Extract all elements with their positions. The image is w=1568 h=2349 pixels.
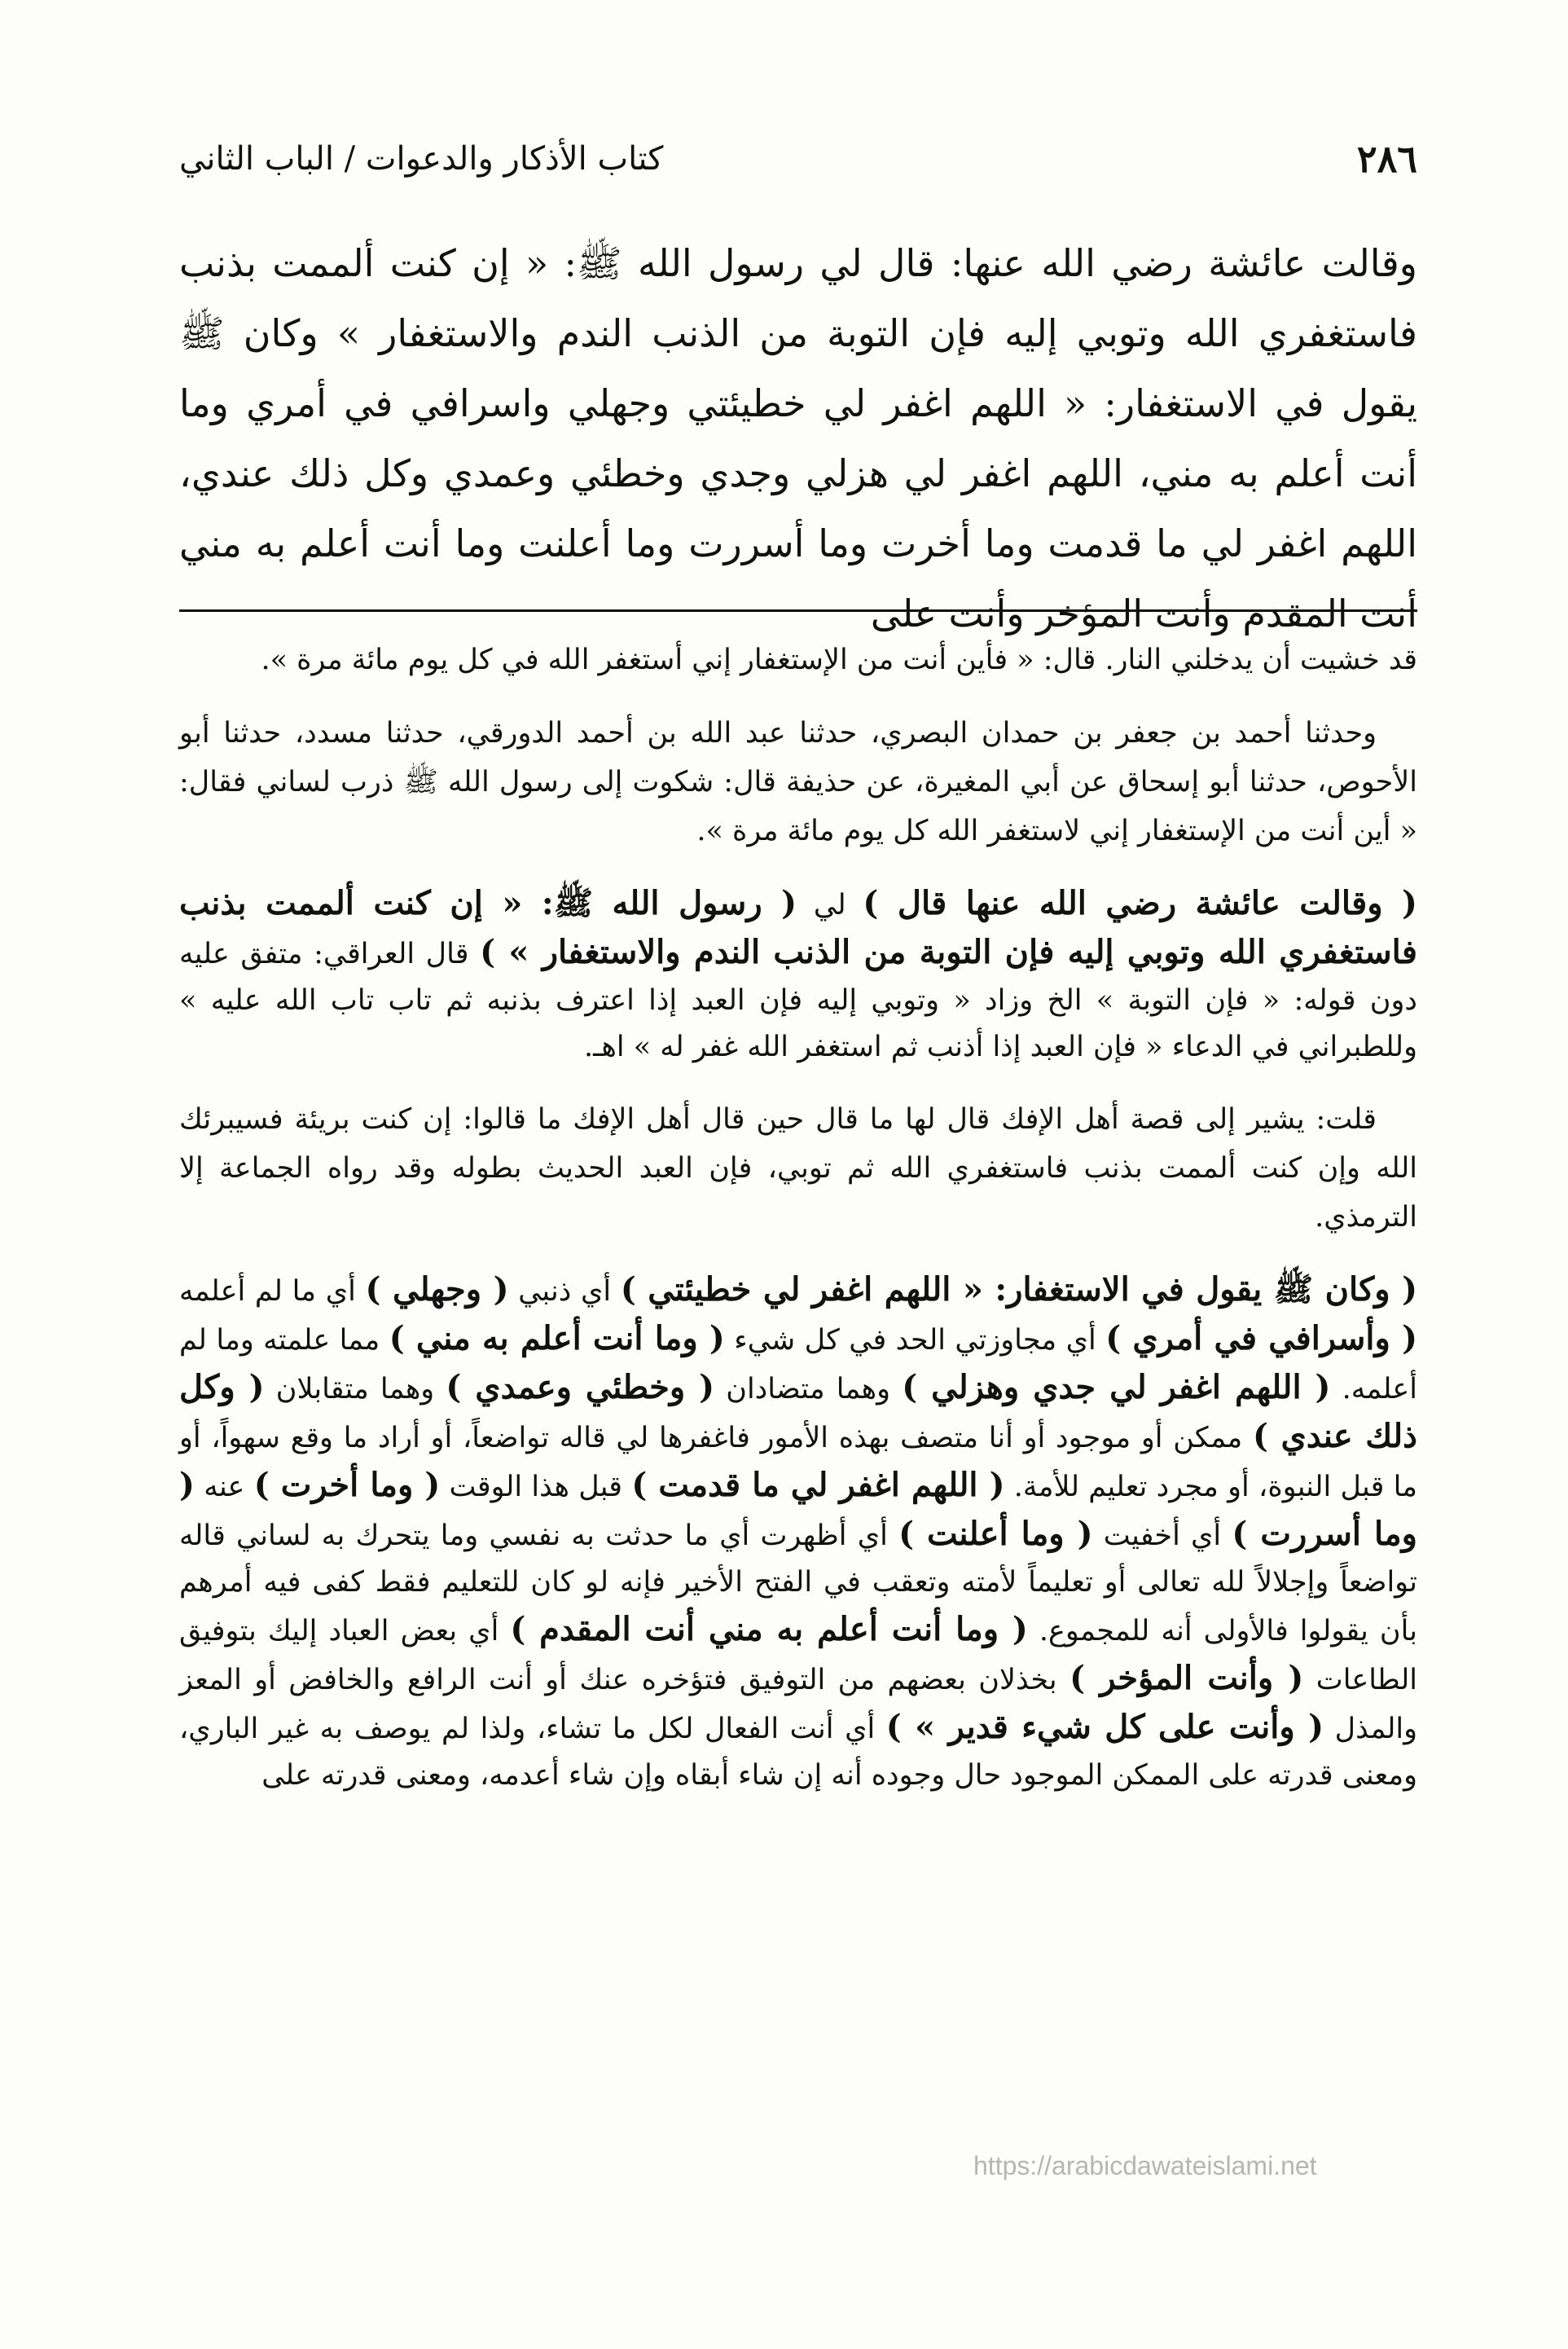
commentary-text: أي أنت الفعال لكل ما تشاء، ولذا لم يوصف به غير الباري، ومعنى قدرته على الممكن الموجود حال وجوده أنه إن شاء أبقاه وإن شاء أعدمه، ومعنى قدرته على [179, 1713, 1417, 1792]
quoted-text: ( وما أعلنت ) [898, 1515, 1093, 1553]
running-title: كتاب الأذكار والدعوات / الباب الثاني [179, 140, 664, 178]
quoted-text: ( وأنت المؤخر ) [1069, 1659, 1304, 1697]
hadith-text: وقالت عائشة رضي الله عنها: قال لي رسول الله ﷺ: « إن كنت ألممت بذنب فاستغفري الله وتوبي إليه فإن التوبة من الذنب الندم والاستغفار » وكان ﷺ يقول في الاستغفار: « اللهم اغفر لي خطيئتي وجهلي واسرافي في أمري وما أنت أعلم به مني، اللهم اغفر لي هزلي وجدي وخطئي وعمدي وكل ذلك عندي، اللهم اغفر لي ما قدمت وما أخرت وما أسررت وما أعلنت وما أنت أعلم به مني أنت المقدم وأنت المؤخر وأنت على [179, 241, 1417, 636]
commentary-text: أي بعض العباد إليك بتوفيق الطاعات [179, 1615, 1418, 1696]
page-header [179, 122, 1417, 196]
commentary-text: أي أظهرت أي ما حدثت به نفسي وما يتحرك به لساني قاله تواضعاً وإجلالاً لله تعالى أو تعليماً لأمته وتعقب في الفتح الأخير فإنه لو كان للتعليم فقط كفى فيه أمرهم بأن يقولوا فالأولى أنه للمجموع. [179, 1520, 1417, 1647]
commentary-text: ممكن أو موجود أو أنا متصف بهذه الأمور فاغفرها لي قاله تواضعاً، أو أراد ما وقع سهواً، أو ما قبل النبوة، أو مجرد تعليم للأمة. [179, 1422, 1418, 1503]
watermark-url: https://arabicdawateislami.net [973, 2151, 1317, 2180]
commentary-text: مما علمته وما لم أعلمه. [179, 1324, 1417, 1405]
commentary-text: لي [797, 889, 863, 922]
commentary-paragraph-aisha [179, 880, 1417, 1071]
commentary-paragraph-istighfar [179, 1266, 1417, 1799]
commentary [179, 636, 1417, 1823]
quoted-text: ( اللهم اغفر لي جدي وهزلي ) [902, 1368, 1331, 1406]
quoted-text: ( وجهلي ) [365, 1270, 509, 1309]
quoted-text: ( اللهم اغفر لي ما قدمت ) [631, 1466, 1005, 1504]
commentary-text: بخذلان بعضهم من التوفيق فتؤخره عنك أو أنت الرافع والخافض أو المعز والمذل [179, 1664, 1417, 1745]
quoted-text: ( وأسرافي في أمري ) [1105, 1319, 1418, 1357]
commentary-text: وهما متقابلان [264, 1373, 446, 1405]
quoted-text: ( وما أنت أعلم به مني ) [389, 1319, 725, 1357]
commentary-text: قبل هذا الوقت [440, 1471, 632, 1503]
quoted-text: ( وقالت عائشة رضي الله عنها قال ) [863, 884, 1417, 922]
quoted-text: ( وأنت على كل شيء قدير » ) [885, 1708, 1324, 1746]
commentary-text: أي مجاوزتي الحد في كل شيء [724, 1324, 1106, 1357]
quoted-text: ( رسول الله ﷺ: « إن كنت ألممت بذنب فاستغفري الله وتوبي إليه فإن التوبة من الذنب الندم والاستغفار » ) [179, 884, 1417, 971]
footnote-paragraph-1: قد خشيت أن يدخلني النار. قال: « فأين أنت من الإستغفار إني أستغفر الله في كل يوم مائة مرة ». [261, 644, 1417, 676]
quoted-text: ( وما أخرت ) [253, 1466, 441, 1504]
quoted-text: ( وما أسررت ) [179, 1466, 1417, 1553]
commentary-text: أي ذنبي [508, 1275, 621, 1308]
quoted-text: ( وما أنت أعلم به مني أنت المقدم ) [510, 1610, 1028, 1648]
quoted-text: ( وكان ﷺ يقول في الاستغفار: « اللهم اغفر لي خطيئتي ) [620, 1270, 1418, 1309]
commentary-text: أي ما لم أعلمه [179, 1275, 366, 1308]
page-number: ٢٨٦ [1356, 137, 1417, 181]
footnote-divider [179, 609, 1417, 612]
commentary-text: عنه [194, 1471, 254, 1503]
quoted-text: ( وكل ذلك عندي ) [179, 1368, 1417, 1455]
commentary-text: أي أخفيت [1092, 1520, 1232, 1552]
commentary-paragraph-ifk: قلت: يشير إلى قصة أهل الإفك قال لها ما قال حين قال أهل الإفك ما قالوا: إن كنت بريئة فسيبرئك الله وإن كنت ألممت بذنب فاستغفري الله ثم توبي، فإن العبد الحديث بطوله وقد رواه الجماعة إلا الترمذي. [179, 1103, 1417, 1234]
footnote-paragraph-2: وحدثنا أحمد بن جعفر بن حمدان البصري، حدثنا عبد الله بن أحمد الدورقي، حدثنا مسدد، حدثنا أبو الأحوص، حدثنا أبو إسحاق عن أبي المغيرة، عن حذيفة قال: شكوت إلى رسول الله ﷺ ذرب لساني فقال: « أين أنت من الإستغفار إني لاستغفر الله كل يوم مائة مرة ». [179, 717, 1417, 847]
quoted-text: ( وخطئي وعمدي ) [446, 1368, 715, 1406]
commentary-text: قال العراقي: متفق عليه دون قوله: « فإن التوبة » الخ وزاد « وتوبي إليه فإن العبد إذا اعترف بذنبه ثم تاب تاب الله عليه » وللطبراني في الدعاء « فإن العبد إذا أذنب ثم استغفر الله غفر له » اهـ. [179, 938, 1417, 1063]
commentary-text: وهما متضادان [714, 1373, 903, 1405]
